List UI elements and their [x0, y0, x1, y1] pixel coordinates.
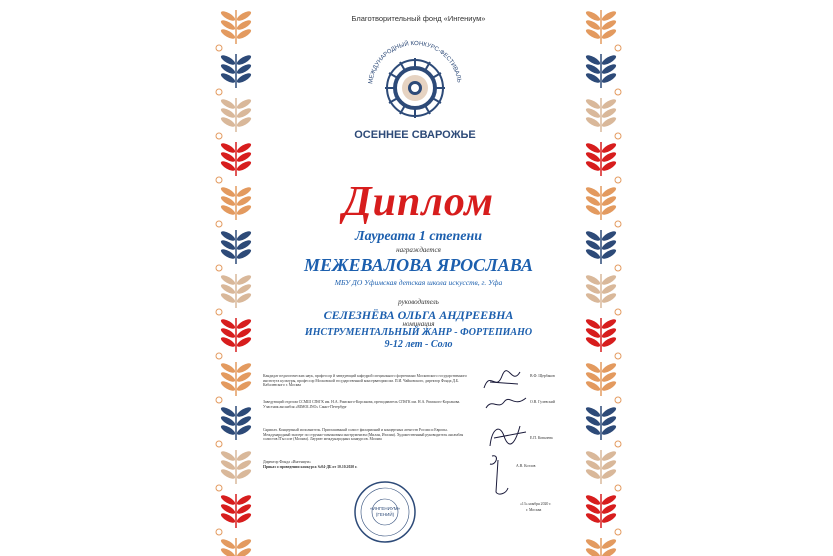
- logo-name: ОСЕННЕЕ СВАРОЖЬЕ: [354, 129, 476, 141]
- jury-signature-name-1: В.Ф. Щербаков: [530, 374, 555, 378]
- ring-ornament-icon: [216, 529, 222, 535]
- leaf-motif-icon: [220, 449, 253, 484]
- leaf-motif-icon: [220, 229, 253, 264]
- festival-logo: [350, 30, 480, 146]
- diploma-degree: Лауреата 1 степени: [354, 229, 483, 244]
- ring-ornament-icon: [615, 265, 621, 271]
- ring-ornament-icon: [615, 89, 621, 95]
- jury-member-2: Заведующий отделом ССМШ СПбГК им. Н.А. Римского-Корсакова, преподаватель СПбГК им. Н.А. Римского-Корсакова. Участник ансамбля «RIMOLINO» Санкт-Петербург: [263, 400, 461, 409]
- ring-ornament-icon: [216, 397, 222, 403]
- leaf-motif-icon: [220, 361, 253, 396]
- age-category: 9-12 лет - Соло: [384, 339, 453, 350]
- ring-ornament-icon: [615, 133, 621, 139]
- ring-ornament-icon: [216, 485, 222, 491]
- leaf-motif-icon: [220, 185, 253, 220]
- issue-date: «13» ноября 2020 г.: [520, 502, 552, 506]
- jury-signature-name-2: О.В. Гулевский: [530, 400, 555, 404]
- leaf-motif-icon: [585, 405, 618, 440]
- jury-member-3: Скрипач. Концертный исполнитель. Приглашенный солист филармоний и концертных агентств России и Европы. Международный эксперт по струнно-смычковым инструментам (Милан, Италия). Художественный руководитель ансамбля солистов П'ьссоле (Москва). Лауреат международных конкурсов. Москва: [263, 428, 464, 441]
- leaf-motif-icon: [585, 97, 618, 132]
- jury-signature-name-3: Е.П. Ковалева: [530, 436, 553, 440]
- ring-ornament-icon: [615, 397, 621, 403]
- issue-city: г. Москва: [526, 508, 542, 512]
- leaf-motif-icon: [220, 53, 253, 88]
- ring-ornament-icon: [216, 133, 222, 139]
- leaf-motif-icon: [585, 493, 618, 528]
- director-name: А.В. Козлов: [516, 464, 536, 468]
- leaf-motif-icon: [220, 9, 253, 44]
- leaf-motif-icon: [585, 53, 618, 88]
- ring-ornament-icon: [615, 45, 621, 51]
- leaf-motif-icon: [585, 185, 618, 220]
- leaf-motif-icon: [585, 273, 618, 308]
- leader-label: руководитель: [398, 298, 439, 306]
- sun-wheel-icon: [385, 58, 445, 118]
- logo-arc-text: МЕЖДУНАРОДНЫЙ КОНКУРС-ФЕСТИВАЛЬ: [368, 40, 462, 85]
- leaf-motif-icon: [585, 317, 618, 352]
- ornament-border-right: [578, 0, 624, 556]
- leaf-motif-icon: [220, 493, 253, 528]
- leaf-motif-icon: [220, 273, 253, 308]
- ring-ornament-icon: [615, 221, 621, 227]
- ring-ornament-icon: [615, 441, 621, 447]
- awarded-label: награждается: [396, 246, 441, 254]
- stamp-text-2: (ГЕНИЙ): [375, 512, 395, 517]
- signature-director: [484, 452, 516, 497]
- ring-ornament-icon: [216, 309, 222, 315]
- ring-ornament-icon: [216, 45, 222, 51]
- ornament-border-left: [213, 0, 259, 556]
- nomination-label: номинация: [402, 320, 435, 328]
- ring-ornament-icon: [216, 353, 222, 359]
- leaf-motif-icon: [585, 229, 618, 264]
- signature-3: [486, 418, 531, 450]
- foundation-stamp: [353, 480, 417, 544]
- order-text: Приказ о проведении конкурса №04-ДБ от 10.10.2020 г.: [263, 465, 358, 469]
- leaf-motif-icon: [220, 537, 253, 556]
- ring-ornament-icon: [615, 485, 621, 491]
- leaf-motif-icon: [585, 9, 618, 44]
- ring-ornament-icon: [615, 353, 621, 359]
- leaf-motif-icon: [585, 361, 618, 396]
- signature-2: [484, 394, 529, 414]
- leaf-motif-icon: [220, 97, 253, 132]
- leader-name: СЕЛЕЗНЁВА ОЛЬГА АНДРЕЕВНА: [323, 308, 514, 322]
- leaf-motif-icon: [585, 537, 618, 556]
- ring-ornament-icon: [216, 177, 222, 183]
- ring-ornament-icon: [615, 309, 621, 315]
- school-name: МБУ ДО Уфимская детская школа искусств, г. Уфа: [334, 278, 503, 287]
- ring-ornament-icon: [615, 529, 621, 535]
- nomination-name: ИНСТРУМЕНТАЛЬНЫЙ ЖАНР - ФОРТЕПИАНО: [304, 327, 533, 338]
- leaf-motif-icon: [220, 405, 253, 440]
- leaf-motif-icon: [220, 141, 253, 176]
- ring-ornament-icon: [216, 441, 222, 447]
- leaf-motif-icon: [220, 317, 253, 352]
- ring-ornament-icon: [615, 177, 621, 183]
- jury-member-1: Кандидат педагогических наук, профессор й заведующий кафедрой специального фортепиано Московского государственного института культуры, профессор Московской государственной консерватории им. П.И. Чайковского, директор Фонда Д.Б. Кабалевского г. Москва: [263, 374, 467, 387]
- ring-ornament-icon: [216, 89, 222, 95]
- diploma-title: Диплом: [342, 179, 495, 225]
- foundation-name: Благотворительный фонд «Ингениум»: [351, 14, 486, 23]
- stamp-text-1: «ИНГЕНИУМ»: [369, 506, 401, 511]
- ring-ornament-icon: [216, 221, 222, 227]
- director-title: Директор Фонда «Ингениум»: [263, 460, 311, 464]
- leaf-motif-icon: [585, 141, 618, 176]
- leaf-motif-icon: [585, 449, 618, 484]
- signature-1: [480, 366, 525, 396]
- laureate-name: МЕЖЕВАЛОВА ЯРОСЛАВА: [303, 255, 534, 275]
- ring-ornament-icon: [216, 265, 222, 271]
